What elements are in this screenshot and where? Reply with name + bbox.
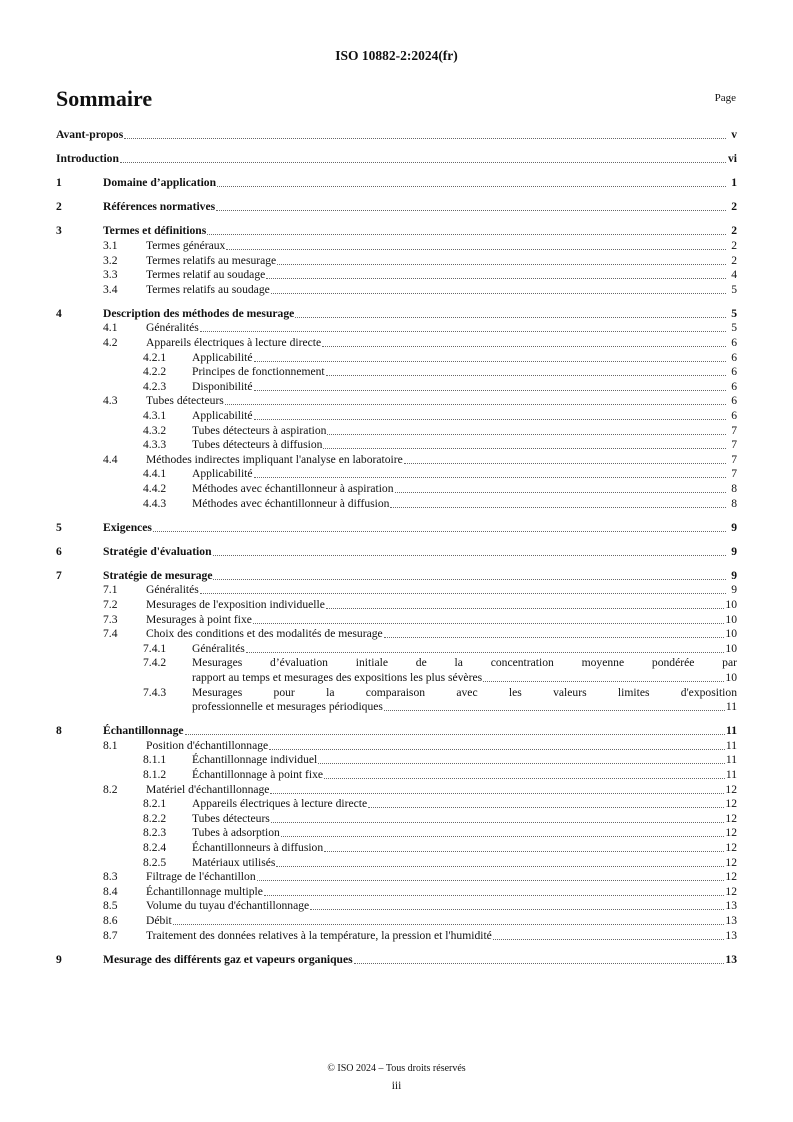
toc-entry-number: 4.1 bbox=[103, 321, 118, 335]
dot-leader bbox=[153, 521, 726, 532]
toc-entry-page: 11 bbox=[725, 768, 737, 782]
toc-entry[interactable] bbox=[56, 899, 737, 914]
toc-entry-page: 10 bbox=[725, 612, 737, 626]
dot-leader bbox=[390, 497, 726, 508]
toc-entry-page: 5 bbox=[731, 306, 737, 320]
toc-entry-page: 6 bbox=[731, 409, 737, 422]
toc-entry-label: Exigences bbox=[103, 520, 152, 534]
toc-entry-page: 6 bbox=[731, 365, 737, 379]
toc-entry-page: 7 bbox=[731, 467, 737, 481]
document-header: ISO 10882-2:2024(fr) bbox=[335, 48, 458, 63]
toc-entry-number: 3.4 bbox=[103, 282, 118, 296]
toc-entry-label: Débit bbox=[146, 914, 172, 927]
toc-entry[interactable] bbox=[56, 365, 737, 380]
toc-entry-page: 11 bbox=[725, 738, 737, 752]
toc-entry[interactable] bbox=[56, 841, 737, 856]
dot-leader bbox=[225, 394, 726, 405]
toc-entry-label: Mesurages à point fixe bbox=[146, 612, 252, 626]
toc-entry-number: 4.3 bbox=[103, 394, 118, 408]
toc-entry[interactable] bbox=[56, 569, 737, 584]
toc-entry-number: 8.2.5 bbox=[143, 855, 167, 869]
toc-entry-label: Applicabilité bbox=[192, 350, 253, 364]
dot-leader bbox=[254, 351, 726, 362]
toc-entry[interactable] bbox=[56, 336, 737, 351]
toc-entry-number: 3 bbox=[56, 224, 62, 238]
toc-entry-label: Description des méthodes de mesurage bbox=[103, 306, 295, 320]
toc-entry-label: Tubes détecteurs à aspiration bbox=[192, 423, 327, 437]
toc-entry[interactable] bbox=[56, 453, 737, 468]
toc-entry-number: 4.4.1 bbox=[143, 467, 167, 481]
toc-entry[interactable] bbox=[56, 467, 737, 482]
toc-entry[interactable] bbox=[56, 497, 737, 512]
toc-entry-page: 12 bbox=[725, 826, 737, 840]
dot-leader bbox=[368, 797, 724, 808]
toc-entry-label: Volume du tuyau d'échantillonnage bbox=[146, 899, 310, 913]
toc-entry-number: 7.1 bbox=[103, 583, 118, 597]
toc-entry-number: 7 bbox=[56, 568, 62, 582]
toc-entry-page: 5 bbox=[731, 282, 737, 296]
toc-entry-page: 7 bbox=[731, 423, 737, 437]
toc-entry-page: 11 bbox=[725, 753, 737, 767]
dot-leader bbox=[254, 380, 726, 391]
toc-entry[interactable] bbox=[56, 307, 737, 322]
toc-entry-label: Appareils électriques à lecture directe bbox=[192, 797, 368, 811]
dot-leader bbox=[217, 176, 726, 187]
toc-entry[interactable] bbox=[56, 152, 737, 167]
toc-entry[interactable] bbox=[56, 598, 737, 613]
toc-entry-number: 8.3 bbox=[103, 870, 118, 884]
dot-leader bbox=[354, 953, 725, 964]
toc-entry-number: 4.3.2 bbox=[143, 423, 167, 437]
toc-entry[interactable] bbox=[56, 424, 737, 439]
dot-leader bbox=[173, 914, 725, 925]
toc-entry[interactable] bbox=[56, 438, 737, 453]
toc-entry-page: 8 bbox=[731, 496, 737, 510]
toc-entry-number: 8.2.3 bbox=[143, 826, 167, 840]
toc-entry[interactable] bbox=[56, 409, 737, 424]
toc-entry-number: 8.5 bbox=[103, 899, 118, 913]
dot-leader bbox=[324, 841, 724, 852]
toc-entry[interactable] bbox=[56, 929, 737, 944]
toc-entry-label: Termes et définitions bbox=[103, 224, 207, 238]
toc-entry-page: 12 bbox=[725, 870, 737, 884]
toc-entry[interactable] bbox=[56, 321, 737, 336]
toc-entry-label: Échantillonnage individuel bbox=[192, 753, 318, 767]
toc-entry[interactable] bbox=[56, 953, 737, 968]
toc-entry[interactable] bbox=[56, 856, 737, 871]
toc-entry-number: 8.2.1 bbox=[143, 797, 167, 811]
toc-entry-label: Matériel d'échantillonnage bbox=[146, 782, 270, 796]
toc-entry-page: 10 bbox=[725, 641, 737, 655]
toc-entry-number: 8.1.1 bbox=[143, 753, 167, 767]
toc-entry-page: 9 bbox=[731, 520, 737, 534]
toc-entry-label: Références normatives bbox=[103, 200, 216, 214]
toc-entry-label: Stratégie d'évaluation bbox=[103, 544, 212, 558]
toc-entry-number: 8 bbox=[56, 724, 62, 738]
toc-entry-number: 7.4.1 bbox=[143, 641, 167, 655]
toc-entry-label: Tubes détecteurs à diffusion bbox=[192, 438, 323, 452]
dot-leader bbox=[185, 724, 726, 735]
toc-entry[interactable] bbox=[56, 521, 737, 536]
dot-leader bbox=[384, 627, 725, 638]
table-of-contents bbox=[56, 128, 737, 967]
toc-entry-label: Échantillonnage multiple bbox=[146, 884, 263, 898]
toc-entry[interactable] bbox=[56, 724, 737, 739]
toc-entry-label: Traitement des données relatives à la température, la pression et l'humidité bbox=[146, 928, 492, 942]
toc-entry[interactable] bbox=[56, 656, 737, 685]
toc-entry-number: 4.4.2 bbox=[143, 481, 167, 495]
toc-entry[interactable] bbox=[56, 380, 737, 395]
toc-entry-number: 7.4.3 bbox=[143, 685, 167, 699]
dot-leader bbox=[200, 583, 726, 594]
toc-entry-page: 5 bbox=[731, 321, 737, 335]
toc-entry-page: 12 bbox=[725, 782, 737, 796]
dot-leader bbox=[213, 569, 726, 580]
toc-entry-page: 8 bbox=[731, 481, 737, 495]
toc-entry[interactable] bbox=[56, 768, 737, 783]
dot-leader bbox=[326, 365, 726, 376]
toc-entry[interactable] bbox=[56, 128, 737, 143]
dot-leader bbox=[327, 424, 726, 435]
toc-entry[interactable] bbox=[56, 482, 737, 497]
dot-leader bbox=[483, 671, 724, 682]
toc-entry-label: Disponibilité bbox=[192, 379, 253, 393]
toc-entry-label: Avant-propos bbox=[56, 128, 124, 141]
dot-leader bbox=[322, 336, 726, 347]
toc-entry-page: 13 bbox=[725, 899, 737, 913]
toc-entry[interactable] bbox=[56, 200, 737, 215]
dot-leader bbox=[120, 152, 726, 163]
dot-leader bbox=[277, 254, 726, 265]
dot-leader bbox=[257, 870, 725, 881]
toc-entry[interactable] bbox=[56, 826, 737, 841]
toc-entry-number: 7.3 bbox=[103, 612, 118, 626]
toc-entry-number: 4.3.1 bbox=[143, 409, 167, 422]
toc-entry-page: 9 bbox=[731, 583, 737, 597]
toc-entry-page: 13 bbox=[725, 952, 737, 966]
toc-entry[interactable] bbox=[56, 783, 737, 798]
toc-entry[interactable] bbox=[56, 885, 737, 900]
toc-entry-number: 5 bbox=[56, 520, 62, 534]
toc-entry-number: 8.4 bbox=[103, 884, 118, 898]
toc-entry-number: 7.2 bbox=[103, 598, 118, 612]
toc-entry[interactable] bbox=[56, 283, 737, 298]
toc-entry-label: Termes généraux bbox=[146, 238, 226, 252]
toc-entry-label: Généralités bbox=[192, 641, 245, 655]
dot-leader bbox=[493, 929, 725, 940]
dot-leader bbox=[269, 739, 725, 750]
toc-entry[interactable] bbox=[56, 870, 737, 885]
dot-leader bbox=[295, 307, 726, 318]
toc-entry-page: 2 bbox=[731, 253, 737, 267]
dot-leader bbox=[404, 453, 726, 464]
toc-entry-label: Mesurages de l'exposition individuelle bbox=[146, 598, 325, 612]
toc-entry-number: 8.2.4 bbox=[143, 841, 167, 855]
toc-entry-label: Applicabilité bbox=[192, 409, 253, 422]
toc-entry-number: 7.4 bbox=[103, 627, 118, 641]
toc-entry-number: 4.4 bbox=[103, 452, 118, 466]
toc-entry-number: 3.1 bbox=[103, 238, 118, 252]
dot-leader bbox=[216, 200, 726, 211]
toc-entry[interactable] bbox=[56, 753, 737, 768]
dot-leader bbox=[395, 482, 726, 493]
toc-entry-label: Tubes à adsorption bbox=[192, 826, 280, 840]
toc-entry-page: 6 bbox=[731, 336, 737, 350]
toc-entry-label: Matériaux utilisés bbox=[192, 855, 276, 869]
page-column-label: Page bbox=[714, 92, 736, 104]
toc-entry-label-line1: Mesurages pour la comparaison avec les valeurs limites d'exposition bbox=[192, 685, 737, 699]
toc-entry-page: 11 bbox=[725, 700, 737, 714]
toc-entry[interactable] bbox=[56, 394, 737, 409]
dot-leader bbox=[281, 826, 725, 837]
toc-entry-label: Tubes détecteurs bbox=[146, 394, 224, 408]
toc-entry-page: 12 bbox=[725, 841, 737, 855]
toc-entry[interactable] bbox=[56, 686, 737, 715]
toc-entry[interactable] bbox=[56, 914, 737, 929]
dot-leader bbox=[323, 438, 726, 449]
dot-leader bbox=[200, 321, 726, 332]
toc-entry-label: Généralités bbox=[146, 583, 199, 597]
toc-entry-label-line1: Mesurages d’évaluation initiale de la concentration moyenne pondérée par bbox=[192, 656, 737, 670]
dot-leader bbox=[226, 239, 726, 250]
toc-entry-label: Appareils électriques à lecture directe bbox=[146, 336, 322, 350]
toc-entry-number: 2 bbox=[56, 200, 62, 214]
toc-entry-label: Méthodes avec échantillonneur à diffusion bbox=[192, 496, 390, 510]
dot-leader bbox=[271, 812, 725, 823]
dot-leader bbox=[207, 224, 726, 235]
toc-entry-number: 4.4.3 bbox=[143, 496, 167, 510]
toc-entry-page: 12 bbox=[725, 855, 737, 869]
dot-leader bbox=[384, 700, 725, 711]
dot-leader bbox=[276, 856, 724, 867]
toc-entry-page: v bbox=[731, 128, 737, 141]
toc-entry-number: 8.6 bbox=[103, 914, 118, 927]
toc-entry-label-line2: professionnelle et mesurages périodiques bbox=[192, 700, 383, 714]
toc-entry-page: 13 bbox=[725, 914, 737, 927]
dot-leader bbox=[264, 885, 725, 896]
dot-leader bbox=[254, 409, 726, 420]
toc-entry-label: Méthodes avec échantillonneur à aspiration bbox=[192, 481, 394, 495]
toc-entry[interactable] bbox=[56, 176, 737, 191]
toc-entry-number: 8.1.2 bbox=[143, 768, 167, 782]
toc-entry[interactable] bbox=[56, 239, 737, 254]
toc-entry-number: 4.2.1 bbox=[143, 350, 167, 364]
toc-entry-page: 2 bbox=[731, 238, 737, 252]
toc-entry-page: 2 bbox=[731, 200, 737, 214]
toc-entry-page: 1 bbox=[731, 176, 737, 190]
toc-entry-page: vi bbox=[727, 152, 737, 166]
toc-entry-label: Généralités bbox=[146, 321, 199, 335]
toc-entry-label: Choix des conditions et des modalités de mesurage bbox=[146, 627, 383, 641]
toc-entry-label: Termes relatifs au mesurage bbox=[146, 253, 277, 267]
dot-leader bbox=[326, 598, 725, 609]
toc-entry-number: 6 bbox=[56, 544, 62, 558]
toc-entry-page: 2 bbox=[731, 224, 737, 238]
dot-leader bbox=[318, 753, 725, 764]
page-number: iii bbox=[391, 1080, 402, 1092]
toc-entry-number: 8.2.2 bbox=[143, 811, 167, 825]
toc-entry-label: Échantillonnage bbox=[103, 724, 184, 738]
dot-leader bbox=[310, 899, 724, 910]
toc-entry-label: Termes relatif au soudage bbox=[146, 268, 266, 282]
toc-entry-label: Tubes détecteurs bbox=[192, 811, 270, 825]
toc-entry-label: Méthodes indirectes impliquant l'analyse en laboratoire bbox=[146, 452, 403, 466]
toc-entry-number: 3.2 bbox=[103, 253, 118, 267]
toc-entry-page: 4 bbox=[731, 268, 737, 282]
toc-entry-label: Filtrage de l'échantillon bbox=[146, 870, 256, 884]
toc-entry-number: 9 bbox=[56, 952, 62, 966]
dot-leader bbox=[324, 768, 725, 779]
toc-entry-page: 10 bbox=[725, 627, 737, 641]
toc-entry-page: 7 bbox=[731, 452, 737, 466]
toc-entry[interactable] bbox=[56, 224, 737, 239]
toc-entry-label: Domaine d’application bbox=[103, 176, 217, 190]
dot-leader bbox=[213, 545, 726, 556]
toc-entry-number: 3.3 bbox=[103, 268, 118, 282]
toc-entry-page: 11 bbox=[726, 724, 737, 738]
toc-entry-page: 9 bbox=[731, 544, 737, 558]
toc-entry[interactable] bbox=[56, 583, 737, 598]
toc-entry-page: 13 bbox=[725, 928, 737, 942]
toc-entry-label: Échantillonnage à point fixe bbox=[192, 768, 324, 782]
toc-entry-label-line2: rapport au temps et mesurages des expositions les plus sévères bbox=[192, 671, 483, 684]
toc-entry[interactable] bbox=[56, 613, 737, 628]
toc-entry-number: 4 bbox=[56, 306, 62, 320]
toc-entry-number: 4.2.3 bbox=[143, 379, 167, 393]
toc-entry-label: Introduction bbox=[56, 152, 119, 166]
toc-entry[interactable] bbox=[56, 627, 737, 642]
toc-entry-label: Stratégie de mesurage bbox=[103, 568, 213, 582]
toc-entry-page: 10 bbox=[725, 598, 737, 612]
toc-entry-page: 6 bbox=[731, 350, 737, 364]
toc-entry-number: 4.3.3 bbox=[143, 438, 167, 452]
dot-leader bbox=[266, 268, 726, 279]
dot-leader bbox=[124, 128, 726, 139]
toc-entry-page: 9 bbox=[731, 568, 737, 582]
toc-entry-number: 7.4.2 bbox=[143, 656, 167, 670]
toc-entry-label: Applicabilité bbox=[192, 467, 253, 481]
toc-entry-label: Principes de fonctionnement bbox=[192, 365, 325, 379]
page-title: Sommaire bbox=[56, 86, 153, 111]
toc-entry-page: 6 bbox=[731, 394, 737, 408]
toc-entry[interactable] bbox=[56, 254, 737, 269]
toc-entry-page: 7 bbox=[731, 438, 737, 452]
toc-entry[interactable] bbox=[56, 642, 737, 657]
toc-entry-page: 10 bbox=[725, 671, 737, 684]
toc-entry-number: 4.2 bbox=[103, 336, 118, 350]
toc-entry-number: 8.7 bbox=[103, 928, 118, 942]
dot-leader bbox=[271, 283, 726, 294]
dot-leader bbox=[253, 613, 724, 624]
toc-entry-label: Mesurage des différents gaz et vapeurs organiques bbox=[103, 952, 353, 966]
toc-entry-number: 8.2 bbox=[103, 782, 118, 796]
toc-entry-label: Termes relatifs au soudage bbox=[146, 282, 270, 296]
toc-entry-number: 8.1 bbox=[103, 738, 118, 752]
toc-entry[interactable] bbox=[56, 739, 737, 754]
dot-leader bbox=[270, 783, 724, 794]
toc-entry[interactable] bbox=[56, 351, 737, 366]
toc-entry-page: 12 bbox=[725, 797, 737, 811]
toc-entry[interactable] bbox=[56, 812, 737, 827]
toc-entry-label: Échantillonneurs à diffusion bbox=[192, 841, 324, 855]
toc-entry-page: 12 bbox=[725, 884, 737, 898]
toc-entry-page: 6 bbox=[731, 379, 737, 393]
copyright-footer: © ISO 2024 – Tous droits réservés bbox=[327, 1063, 466, 1074]
toc-entry[interactable] bbox=[56, 797, 737, 812]
dot-leader bbox=[254, 467, 726, 478]
toc-entry[interactable] bbox=[56, 545, 737, 560]
toc-entry-number: 1 bbox=[56, 176, 62, 190]
toc-entry-label: Position d'échantillonnage bbox=[146, 738, 269, 752]
toc-entry-page: 12 bbox=[725, 811, 737, 825]
dot-leader bbox=[246, 642, 725, 653]
toc-entry[interactable] bbox=[56, 268, 737, 283]
toc-entry-number: 4.2.2 bbox=[143, 365, 167, 379]
